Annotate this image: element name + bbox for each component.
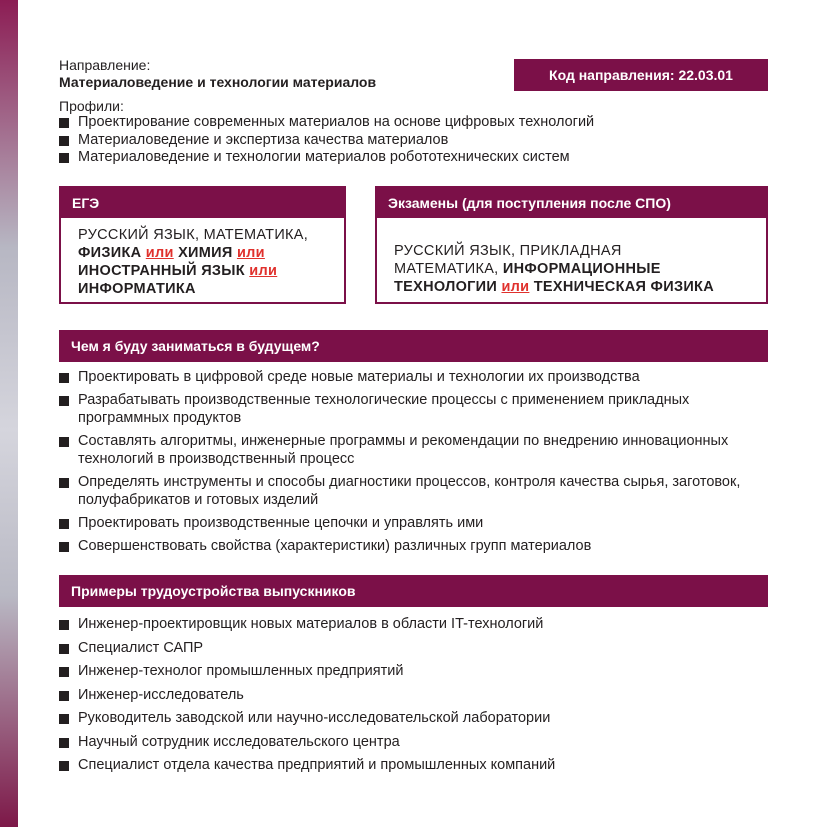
ege-or-2: или (236, 245, 265, 261)
spo-title: Экзамены (для поступления после СПО) (377, 188, 766, 218)
ege-box (59, 186, 346, 304)
ege-or-1: или (145, 245, 174, 261)
ege-subjects (61, 218, 344, 298)
spo-subject-info: ИНФОРМАЦИОННЫЕ (502, 261, 661, 277)
ege-subject-informatics: ИНФОРМАТИКА (78, 281, 196, 297)
job-item: Специалист отдела качества предприятий и промышленных компаний (59, 756, 768, 774)
ege-line-4 (78, 280, 344, 298)
ege-subject-chemistry: ХИМИЯ (178, 245, 233, 261)
spo-or-1: или (501, 279, 530, 295)
future-item: Совершенствовать свойства (характеристики) различных групп материалов (59, 537, 768, 555)
job-item: Инженер-технолог промышленных предприятий (59, 662, 768, 680)
direction-label: Направление: (59, 57, 151, 73)
profile-item: Проектирование современных материалов на основе цифровых технологий (59, 114, 594, 132)
decorative-side-strip (0, 0, 18, 827)
spo-line-2 (394, 260, 766, 278)
ege-line-1: РУССКИЙ ЯЗЫК, МАТЕМАТИКА, (78, 227, 309, 243)
job-item: Руководитель заводской или научно-исследовательской лаборатории (59, 709, 768, 727)
job-item: Специалист САПР (59, 639, 768, 657)
future-item: Разрабатывать производственные технологические процессы с применением прикладных программных продуктов (59, 391, 768, 427)
ege-subject-foreign-language: ИНОСТРАННЫЙ ЯЗЫК (78, 263, 245, 279)
future-list (59, 368, 768, 555)
future-section-header: Чем я буду заниматься в будущем? (59, 330, 768, 362)
future-item: Составлять алгоритмы, инженерные программы и рекомендации по внедрению инновационных технологий в производственный процесс (59, 432, 768, 468)
job-item: Научный сотрудник исследовательского центра (59, 733, 768, 751)
spo-line-1: РУССКИЙ ЯЗЫК, ПРИКЛАДНАЯ (394, 243, 622, 259)
profile-item: Материаловедение и технологии материалов робототехнических систем (59, 149, 594, 167)
direction-code-badge (514, 59, 768, 91)
profiles-list (59, 114, 594, 167)
spo-subject-tech-physics: ТЕХНИЧЕСКАЯ ФИЗИКА (533, 279, 714, 295)
future-item: Проектировать в цифровой среде новые материалы и технологии их производства (59, 368, 768, 386)
spo-line-3 (394, 278, 766, 296)
future-item: Определять инструменты и способы диагностики процессов, контроля качества сырья, заготовок, полуфабрикатов и готовых изделий (59, 473, 768, 509)
ege-line-2 (78, 244, 344, 262)
profiles-label: Профили: (59, 98, 124, 114)
spo-subjects (377, 218, 766, 296)
job-item: Инженер-проектировщик новых материалов в области IT-технологий (59, 615, 768, 633)
ege-subject-physics: ФИЗИКА (78, 245, 142, 261)
direction-code-text: Код направления: 22.03.01 (549, 67, 733, 83)
job-item: Инженер-исследователь (59, 686, 768, 704)
jobs-section-header: Примеры трудоустройства выпускников (59, 575, 768, 607)
ege-or-3: или (249, 263, 278, 279)
future-item: Проектировать производственные цепочки и управлять ими (59, 514, 768, 532)
direction-name: Материаловедение и технологии материалов (59, 74, 377, 90)
ege-title: ЕГЭ (61, 188, 344, 218)
ege-line-3 (78, 262, 344, 280)
jobs-list (59, 615, 768, 774)
spo-subject-tech: ТЕХНОЛОГИИ (394, 279, 498, 295)
spo-exams-box (375, 186, 768, 304)
spo-subject-math: МАТЕМАТИКА, (394, 261, 499, 277)
profile-item: Материаловедение и экспертиза качества материалов (59, 132, 594, 150)
